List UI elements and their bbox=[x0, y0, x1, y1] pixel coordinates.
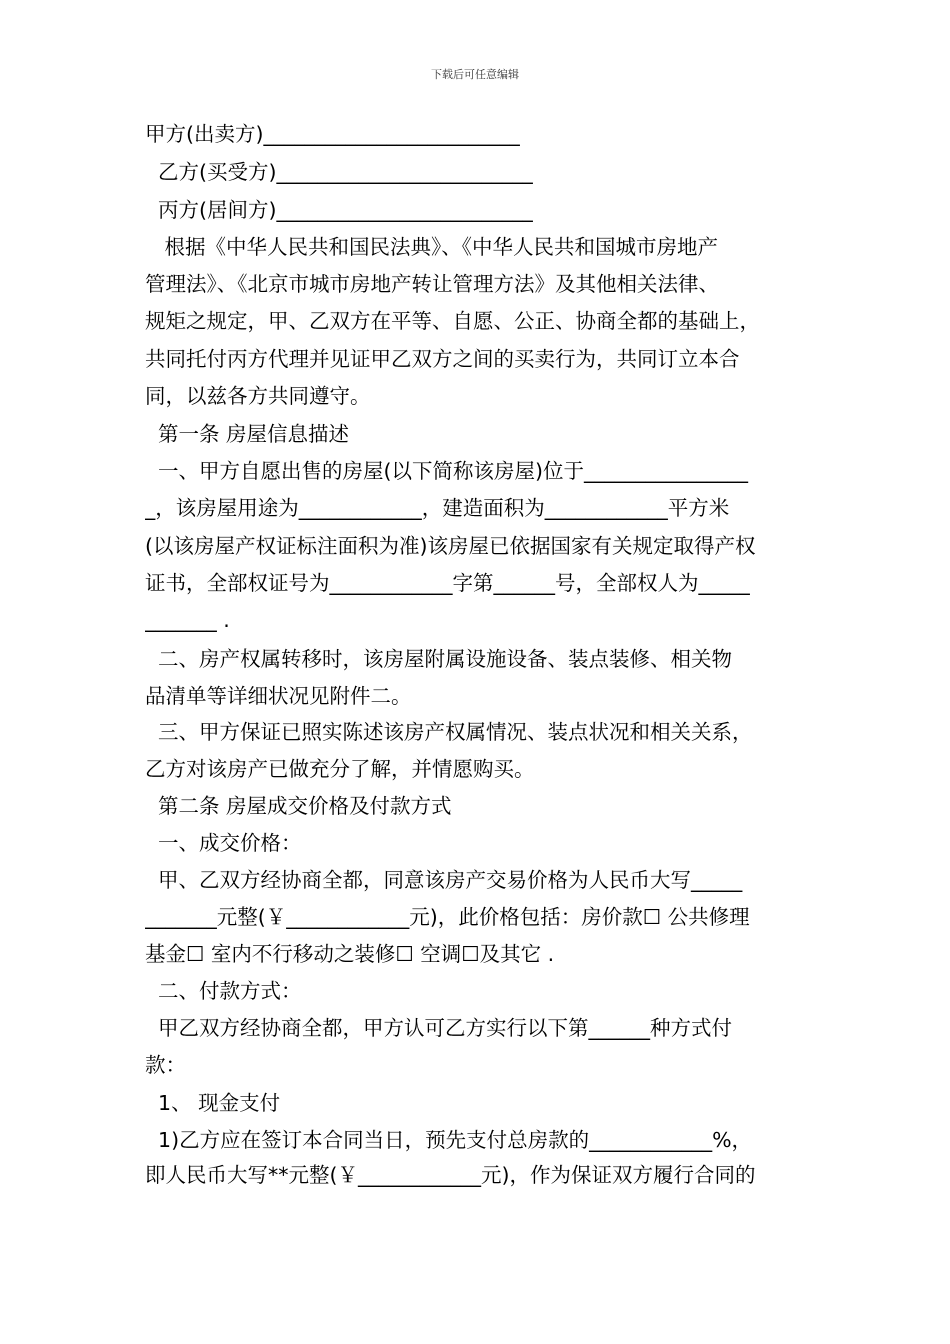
party-b-line: 乙方(买受方)_________________________ bbox=[145, 160, 533, 184]
paragraph-line: 款： bbox=[145, 1053, 186, 1077]
paragraph-line: _______ . bbox=[145, 608, 230, 632]
section-heading: 一、成交价格： bbox=[145, 831, 302, 855]
paragraph-line: (以该房屋产权证标注面积为准)该房屋已依据国家有关规定取得产权 bbox=[145, 534, 756, 558]
paragraph-line: 甲乙双方经协商全都，甲方认可乙方实行以下第______种方式付 bbox=[145, 1016, 733, 1040]
paragraph-line: 1)乙方应在签订本合同当日，预先支付总房款的____________%， bbox=[145, 1128, 753, 1152]
article-1-heading: 第一条 房屋信息描述 bbox=[145, 422, 350, 446]
paragraph-line: 即人民币大写**元整(￥____________元)，作为保证双方履行合同的 bbox=[145, 1163, 756, 1187]
paragraph-line: 共同托付丙方代理并见证甲乙双方之间的买卖行为，共同订立本合 bbox=[145, 347, 740, 371]
section-heading: 二、付款方式： bbox=[145, 979, 302, 1003]
party-a-line: 甲方(出卖方)_________________________ bbox=[145, 122, 520, 146]
paragraph-line: 基金☐ 室内不行移动之装修☐ 空调☐及其它 . bbox=[145, 942, 555, 966]
paragraph-line: 二、房产权属转移时，该房屋附属设施设备、装点装修、相关物 bbox=[145, 647, 733, 671]
party-c-line: 丙方(居间方)_________________________ bbox=[145, 198, 533, 222]
paragraph-line: _，该房屋用途为____________，建造面积为____________平方米 bbox=[145, 496, 730, 520]
paragraph-line: 证书，全部权证号为____________字第______号，全部权人为_____ bbox=[145, 571, 750, 595]
subsection-heading: 1、 现金支付 bbox=[145, 1091, 281, 1115]
header-note: 下载后可任意编辑 bbox=[431, 68, 519, 81]
paragraph-line: 三、甲方保证已照实陈述该房产权属情况、装点状况和相关关系， bbox=[145, 720, 753, 744]
paragraph-line: 规矩之规定，甲、乙双方在平等、自愿、公正、协商全都的基础上， bbox=[145, 309, 760, 333]
paragraph-line: 乙方对该房产已做充分了解，并情愿购买。 bbox=[145, 757, 535, 781]
paragraph-line: 同，以兹各方共同遵守。 bbox=[145, 384, 371, 408]
paragraph-line: 一、甲方自愿出售的房屋(以下简称该房屋)位于________________ bbox=[145, 459, 749, 483]
paragraph-line: 品清单等详细状况见附件二。 bbox=[145, 684, 412, 708]
article-2-heading: 第二条 房屋成交价格及付款方式 bbox=[145, 794, 452, 818]
paragraph-line: 管理法》、《北京市城市房地产转让管理方法》及其他相关法律、 bbox=[145, 272, 719, 296]
paragraph-line: _______元整(￥____________元)，此价格包括：房价款☐ 公共修理 bbox=[145, 905, 750, 929]
paragraph-line: 根据《中华人民共和国民法典》、《中华人民共和国城市房地产 bbox=[145, 235, 719, 259]
paragraph-line: 甲、乙双方经协商全都，同意该房产交易价格为人民币大写_____ bbox=[145, 868, 743, 892]
